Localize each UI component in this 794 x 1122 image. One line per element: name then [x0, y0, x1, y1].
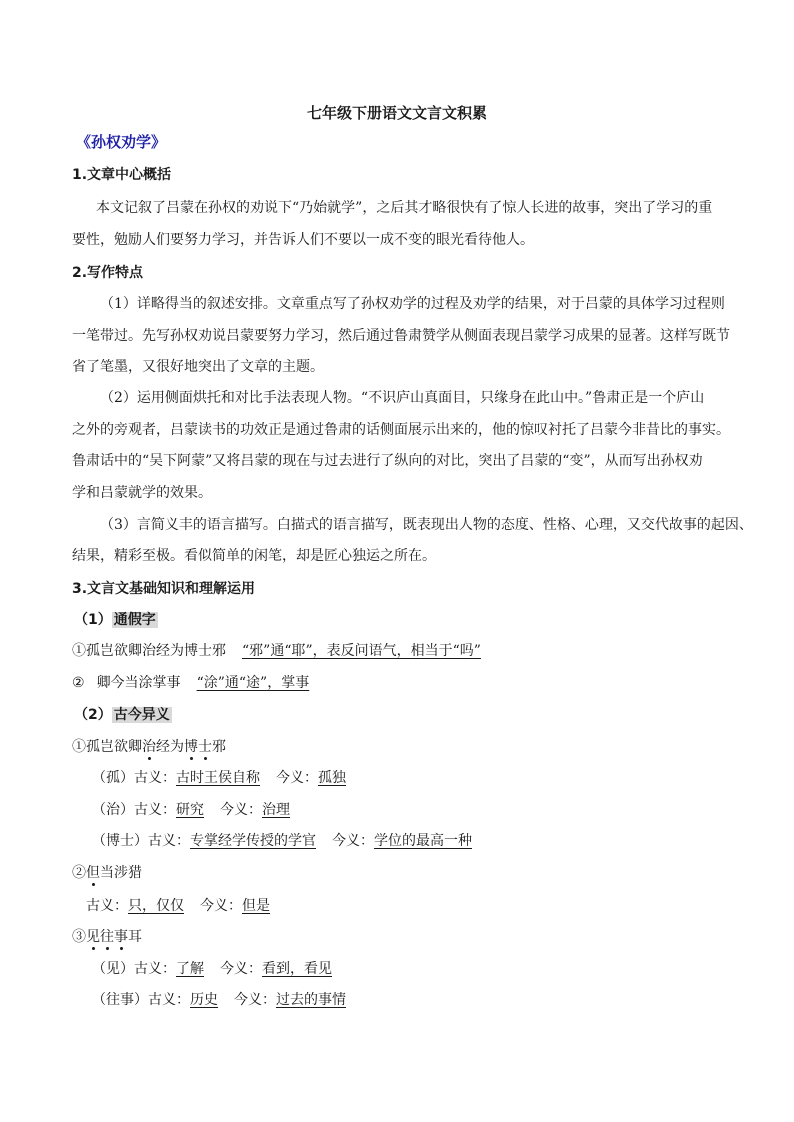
tongjiazi-number: （1） — [74, 612, 112, 628]
entry-ancient-meaning: 历史 — [190, 992, 218, 1008]
gujin-item-2-sentence — [72, 863, 142, 883]
dotted-char: 事 — [114, 929, 128, 945]
section-3-heading: 3.文言文基础知识和理解运用 — [72, 581, 256, 597]
dotted-char: 见 — [86, 929, 100, 945]
gujinyiyi-number: （2） — [74, 707, 112, 723]
section-1-text-line: 本文记叙了吕蒙在孙权的劝说下“乃始就学”，之后其才略很快有了惊人长进的故事，突出了学习的重 — [96, 200, 713, 216]
entry-ancient-meaning: 古时王侯自称 — [176, 770, 260, 786]
gujin-entry — [92, 959, 332, 979]
gujin-entry — [92, 831, 472, 851]
entry-ancient-meaning: 研究 — [176, 802, 204, 818]
dotted-char: 士 — [198, 739, 212, 755]
document-title: 七年级下册语文文言文积累 — [306, 104, 487, 122]
writing-point-2-line: （2）运用侧面烘托和对比手法表现人物。“不识庐山真面目，只缘身在此山中。”鲁肃正是一个庐山 — [100, 390, 705, 406]
entry-term: （孤）古义： — [92, 770, 176, 786]
dotted-char: 治 — [142, 739, 156, 755]
entry-modern-meaning: 孤独 — [318, 770, 346, 786]
entry-modern-label: 今义： — [332, 833, 374, 849]
sentence-text: 耳 — [128, 929, 142, 945]
entry-modern-label: 今义： — [200, 898, 242, 914]
tongjiazi-row-1 — [72, 641, 481, 661]
writing-point-3-line: 结果，精彩至极。看似简单的闲笔，却是匠心独运之所在。 — [72, 548, 436, 564]
example-answer: “涂”通“途”，掌事 — [196, 675, 310, 691]
writing-point-2-line: 之外的旁观者，吕蒙读书的功效正是通过鲁肃的话侧面展示出来的，他的惊叹衬托了吕蒙今非昔比的事实。 — [72, 422, 730, 438]
gujinyiyi-label: 古今异义 — [113, 707, 170, 723]
dotted-char: 博 — [184, 739, 198, 755]
entry-term: 古义： — [86, 898, 128, 914]
entry-modern-meaning: 学位的最高一种 — [374, 833, 472, 849]
entry-ancient-meaning: 专掌经学传授的学官 — [190, 833, 316, 849]
tongjiazi-heading — [74, 610, 158, 630]
entry-modern-meaning: 过去的事情 — [276, 992, 346, 1008]
gujin-entry — [86, 896, 270, 916]
sentence-text: 当涉猎 — [100, 865, 142, 881]
tongjiazi-row-2 — [72, 673, 309, 693]
entry-term: （治）古义： — [92, 802, 176, 818]
gujin-entry — [92, 800, 290, 820]
writing-point-2-line: 鲁肃话中的“吴下阿蒙”又将吕蒙的现在与过去进行了纵向的对比，突出了吕蒙的“变”，从而写出孙权劝 — [72, 453, 703, 469]
writing-point-2-line: 学和吕蒙就学的效果。 — [72, 485, 212, 501]
entry-modern-label: 今义： — [220, 961, 262, 977]
gujin-item-3-sentence — [72, 927, 142, 947]
entry-term: （往事）古义： — [92, 992, 190, 1008]
sentence-text: 经为 — [156, 739, 184, 755]
entry-modern-label: 今义： — [220, 802, 262, 818]
dotted-char: 往 — [100, 929, 114, 945]
writing-point-1-line: 一笔带过。先写孙权劝说吕蒙要努力学习，然后通过鲁肃赞学从侧面表现吕蒙学习成果的显著。这样写既节 — [72, 328, 730, 344]
example-sentence: ①孤岂欲卿治经为博士邪 — [72, 643, 226, 659]
writing-point-1-line: （1）详略得当的叙述安排。文章重点写了孙权劝学的过程及劝学的结果，对于吕蒙的具体学习过程则 — [100, 296, 725, 312]
example-number: ② — [72, 675, 85, 691]
section-1-text-line: 要性，勉励人们要努力学习，并告诉人们不要以一成不变的眼光看待他人。 — [72, 232, 534, 248]
gujin-entry — [92, 990, 346, 1010]
entry-modern-label: 今义： — [234, 992, 276, 1008]
entry-term: （见）古义： — [92, 961, 176, 977]
writing-point-3-line: （3）言简义丰的语言描写。白描式的语言描写，既表现出人物的态度、性格、心理，又交代故事的起因、 — [100, 517, 753, 533]
entry-term: （博士）古义： — [92, 833, 190, 849]
sentence-text: ①孤岂欲卿 — [72, 739, 142, 755]
section-1-heading: 1.文章中心概括 — [72, 167, 172, 183]
sentence-text: ② — [72, 865, 86, 881]
gujinyiyi-heading — [74, 705, 172, 725]
gujin-entry — [92, 768, 346, 788]
entry-modern-meaning: 但是 — [242, 898, 270, 914]
lesson-title: 《孙权劝学》 — [76, 133, 167, 151]
entry-ancient-meaning: 了解 — [176, 961, 204, 977]
entry-modern-label: 今义： — [276, 770, 318, 786]
tongjiazi-label: 通假字 — [113, 612, 156, 628]
example-sentence: 卿今当涂掌事 — [96, 675, 181, 691]
section-2-heading: 2.写作特点 — [72, 265, 144, 281]
entry-modern-meaning: 看到，看见 — [262, 961, 332, 977]
dotted-char: 但 — [86, 865, 100, 881]
entry-modern-meaning: 治理 — [262, 802, 290, 818]
example-answer: “邪”通“耶”，表反问语气，相当于“吗” — [242, 643, 481, 659]
sentence-text: ③ — [72, 929, 86, 945]
entry-ancient-meaning: 只，仅仅 — [128, 898, 184, 914]
gujin-item-1-sentence — [72, 737, 226, 757]
writing-point-1-line: 省了笔墨，又很好地突出了文章的主题。 — [72, 359, 324, 375]
sentence-text: 邪 — [212, 739, 226, 755]
